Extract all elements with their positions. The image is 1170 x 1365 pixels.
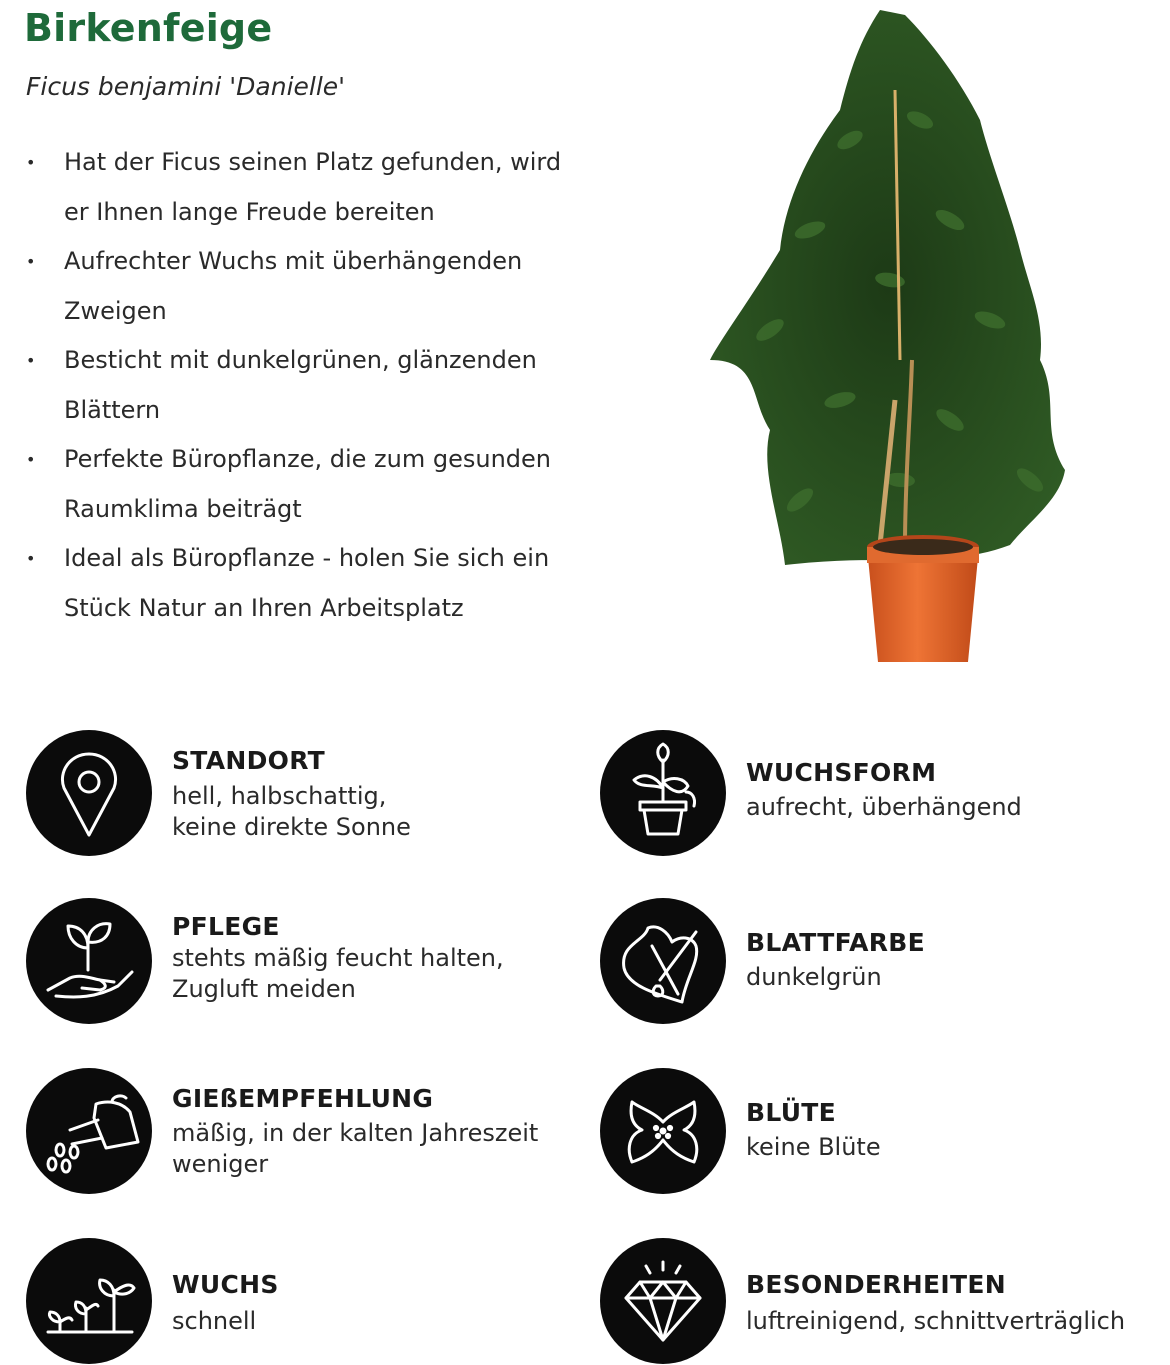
bullet-text: Perfekte Büropflanze, die zum gesunden Raumklima beiträgt: [64, 445, 552, 523]
bullet-text: Hat der Ficus seinen Platz gefunden, wird er Ihnen lange Freude bereiten: [64, 148, 562, 226]
bullet-dot-icon: •: [26, 153, 36, 172]
bluete-title: BLÜTE: [746, 1098, 837, 1127]
blattfarbe-value: dunkelgrün: [746, 963, 882, 991]
flower-icon: [600, 1068, 726, 1194]
bullet-dot-icon: •: [26, 549, 36, 568]
bullet-text: Aufrechter Wuchs mit überhängenden Zweigen: [64, 247, 523, 325]
ficus-plant-image: [690, 0, 1090, 680]
bullet-dot-icon: •: [26, 351, 36, 370]
growing-plants-icon: [26, 1238, 152, 1364]
feature-blattfarbe: [600, 898, 1140, 1028]
bluete-value: keine Blüte: [746, 1133, 881, 1161]
feature-bullet-list: [24, 138, 584, 633]
wuchs-value: schnell: [172, 1307, 257, 1335]
giessen-title: GIEßEMPFEHLUNG: [172, 1084, 434, 1113]
botanical-name: Ficus benjamini 'Danielle': [26, 72, 346, 101]
bullet-item: [24, 237, 584, 336]
bullet-dot-icon: •: [26, 252, 36, 271]
bullet-dot-icon: •: [26, 450, 36, 469]
wuchsform-title: WUCHSFORM: [746, 758, 937, 787]
feature-giessen: [26, 1068, 586, 1198]
besonderheiten-title: BESONDERHEITEN: [746, 1270, 1006, 1299]
bullet-text: Besticht mit dunkelgrünen, glänzenden Blättern: [64, 346, 537, 424]
feature-wuchsform: [600, 730, 1140, 860]
blattfarbe-title: BLATTFARBE: [746, 928, 926, 957]
bullet-text: Ideal als Büropflanze - holen Sie sich ein Stück Natur an Ihren Arbeitsplatz: [64, 544, 550, 622]
potted-plant-icon: [600, 730, 726, 856]
leaf-brush-icon: [600, 898, 726, 1024]
giessen-value: mäßig, in der kalten Jahreszeit weniger: [172, 1119, 539, 1178]
feature-standort: [26, 730, 586, 860]
feature-wuchs: [26, 1238, 586, 1365]
location-pin-icon: [26, 730, 152, 856]
hand-seedling-icon: [26, 898, 152, 1024]
feature-pflege: [26, 898, 586, 1028]
bullet-item: [24, 138, 584, 237]
watering-can-icon: [26, 1068, 152, 1194]
wuchsform-value: aufrecht, überhängend: [746, 793, 1022, 821]
feature-besonderheiten: [600, 1238, 1160, 1365]
wuchs-title: WUCHS: [172, 1270, 279, 1299]
bullet-item: [24, 336, 584, 435]
pflege-title: PFLEGE: [172, 912, 280, 941]
standort-value: hell, halbschattig, keine direkte Sonne: [172, 782, 411, 841]
product-title: Birkenfeige: [24, 6, 273, 50]
pflege-value: stehts mäßig feucht halten, Zugluft meiden: [172, 944, 504, 1003]
standort-title: STANDORT: [172, 746, 325, 775]
bullet-item: [24, 534, 584, 633]
besonderheiten-value: luftreinigend, schnittverträglich: [746, 1307, 1126, 1335]
diamond-icon: [600, 1238, 726, 1364]
bullet-item: [24, 435, 584, 534]
feature-bluete: [600, 1068, 1140, 1198]
